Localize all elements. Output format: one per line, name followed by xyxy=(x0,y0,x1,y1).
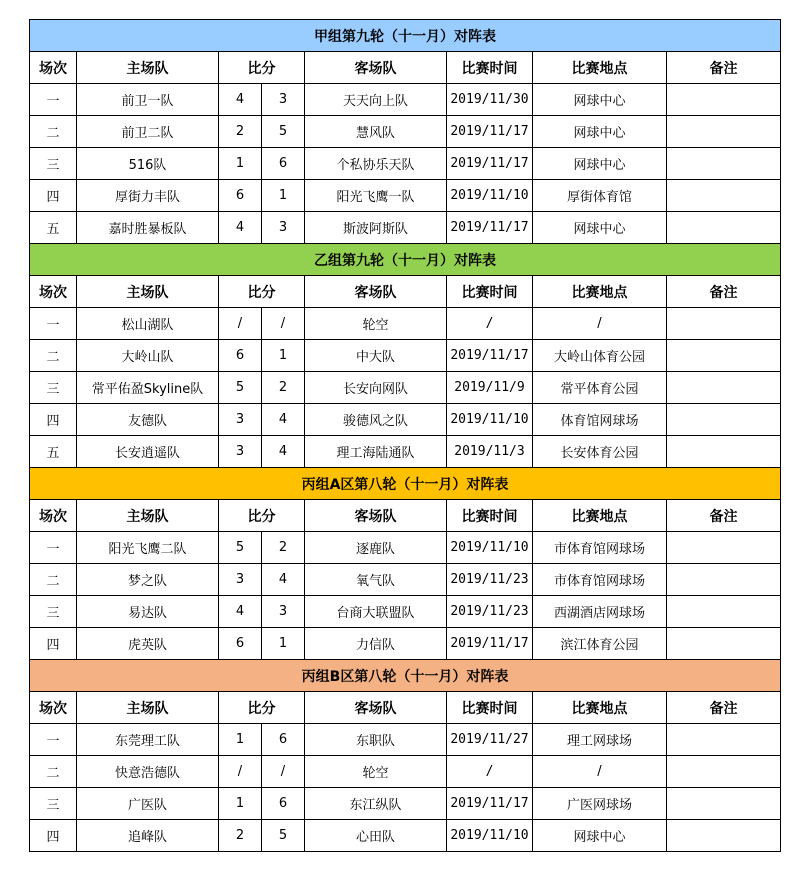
table-row xyxy=(30,756,781,788)
away-score-cell: 4 xyxy=(262,404,305,436)
header-venue: 比赛地点 xyxy=(533,500,667,532)
column-header-row xyxy=(30,692,781,724)
table-row xyxy=(30,116,781,148)
header-round: 场次 xyxy=(30,692,77,724)
table-row xyxy=(30,340,781,372)
away-team-cell: 理工海陆通队 xyxy=(305,436,447,468)
home-score-cell: 4 xyxy=(219,596,262,628)
venue-cell: 网球中心 xyxy=(533,116,667,148)
header-score: 比分 xyxy=(219,500,305,532)
venue-cell: 网球中心 xyxy=(533,148,667,180)
match-date-cell: 2019/11/10 xyxy=(447,532,533,564)
table-row xyxy=(30,148,781,180)
away-score-cell: 2 xyxy=(262,372,305,404)
away-score-cell: 6 xyxy=(262,788,305,820)
away-score-cell: 6 xyxy=(262,724,305,756)
home-team-cell: 虎英队 xyxy=(77,628,219,660)
home-team-cell: 长安逍遥队 xyxy=(77,436,219,468)
header-away-team: 客场队 xyxy=(305,52,447,84)
remarks-cell xyxy=(667,340,781,372)
column-header-row xyxy=(30,500,781,532)
schedule-table xyxy=(29,19,781,852)
match-date-cell: 2019/11/17 xyxy=(447,340,533,372)
remarks-cell xyxy=(667,820,781,852)
home-score-cell: 1 xyxy=(219,148,262,180)
remarks-cell xyxy=(667,724,781,756)
match-date-cell: 2019/11/10 xyxy=(447,180,533,212)
away-score-cell: / xyxy=(262,756,305,788)
round-cell: 三 xyxy=(30,788,77,820)
home-team-cell: 516队 xyxy=(77,148,219,180)
table-row xyxy=(30,308,781,340)
remarks-cell xyxy=(667,404,781,436)
home-team-cell: 易达队 xyxy=(77,596,219,628)
away-score-cell: / xyxy=(262,308,305,340)
match-date-cell: 2019/11/9 xyxy=(447,372,533,404)
away-team-cell: 中大队 xyxy=(305,340,447,372)
table-row xyxy=(30,436,781,468)
remarks-cell xyxy=(667,372,781,404)
home-team-cell: 常平佑盈Skyline队 xyxy=(77,372,219,404)
table-row xyxy=(30,628,781,660)
round-cell: 二 xyxy=(30,340,77,372)
venue-cell: 体育馆网球场 xyxy=(533,404,667,436)
header-remarks: 备注 xyxy=(667,52,781,84)
away-team-cell: 氧气队 xyxy=(305,564,447,596)
away-team-cell: 个私协乐天队 xyxy=(305,148,447,180)
venue-cell: 厚街体育馆 xyxy=(533,180,667,212)
match-date-cell: 2019/11/17 xyxy=(447,628,533,660)
round-cell: 四 xyxy=(30,628,77,660)
table-row xyxy=(30,404,781,436)
home-team-cell: 阳光飞鹰二队 xyxy=(77,532,219,564)
away-team-cell: 长安向网队 xyxy=(305,372,447,404)
table-row xyxy=(30,596,781,628)
away-team-cell: 东职队 xyxy=(305,724,447,756)
venue-cell: / xyxy=(533,756,667,788)
round-cell: 五 xyxy=(30,436,77,468)
away-team-cell: 骏德风之队 xyxy=(305,404,447,436)
away-team-cell: 轮空 xyxy=(305,756,447,788)
away-team-cell: 东江纵队 xyxy=(305,788,447,820)
away-team-cell: 心田队 xyxy=(305,820,447,852)
match-date-cell: 2019/11/3 xyxy=(447,436,533,468)
header-away-team: 客场队 xyxy=(305,692,447,724)
header-away-team: 客场队 xyxy=(305,500,447,532)
round-cell: 三 xyxy=(30,148,77,180)
away-team-cell: 力信队 xyxy=(305,628,447,660)
venue-cell: 网球中心 xyxy=(533,84,667,116)
match-date-cell: 2019/11/30 xyxy=(447,84,533,116)
home-score-cell: 6 xyxy=(219,180,262,212)
home-score-cell: 4 xyxy=(219,84,262,116)
home-team-cell: 友德队 xyxy=(77,404,219,436)
header-venue: 比赛地点 xyxy=(533,692,667,724)
remarks-cell xyxy=(667,180,781,212)
round-cell: 三 xyxy=(30,372,77,404)
round-cell: 二 xyxy=(30,756,77,788)
header-remarks: 备注 xyxy=(667,500,781,532)
round-cell: 四 xyxy=(30,820,77,852)
section-title-row xyxy=(30,20,781,52)
home-score-cell: 1 xyxy=(219,788,262,820)
venue-cell: 广医网球场 xyxy=(533,788,667,820)
header-round: 场次 xyxy=(30,52,77,84)
header-score: 比分 xyxy=(219,692,305,724)
table-row xyxy=(30,564,781,596)
venue-cell: 西湖酒店网球场 xyxy=(533,596,667,628)
home-score-cell: 2 xyxy=(219,116,262,148)
match-date-cell: 2019/11/23 xyxy=(447,564,533,596)
section-title-row xyxy=(30,660,781,692)
home-team-cell: 厚街力丰队 xyxy=(77,180,219,212)
home-score-cell: 6 xyxy=(219,628,262,660)
home-team-cell: 东莞理工队 xyxy=(77,724,219,756)
remarks-cell xyxy=(667,212,781,244)
round-cell: 一 xyxy=(30,84,77,116)
home-score-cell: / xyxy=(219,308,262,340)
match-date-cell: / xyxy=(447,756,533,788)
home-team-cell: 前卫一队 xyxy=(77,84,219,116)
away-team-cell: 轮空 xyxy=(305,308,447,340)
home-team-cell: 前卫二队 xyxy=(77,116,219,148)
round-cell: 一 xyxy=(30,532,77,564)
match-date-cell: 2019/11/17 xyxy=(447,788,533,820)
remarks-cell xyxy=(667,436,781,468)
table-row xyxy=(30,372,781,404)
round-cell: 四 xyxy=(30,404,77,436)
remarks-cell xyxy=(667,116,781,148)
column-header-row xyxy=(30,52,781,84)
remarks-cell xyxy=(667,628,781,660)
remarks-cell xyxy=(667,756,781,788)
away-score-cell: 5 xyxy=(262,820,305,852)
venue-cell: 常平体育公园 xyxy=(533,372,667,404)
header-remarks: 备注 xyxy=(667,692,781,724)
header-score: 比分 xyxy=(219,276,305,308)
home-team-cell: 大岭山队 xyxy=(77,340,219,372)
column-header-row xyxy=(30,276,781,308)
away-team-cell: 斯波阿斯队 xyxy=(305,212,447,244)
venue-cell: 市体育馆网球场 xyxy=(533,564,667,596)
home-team-cell: 快意浩德队 xyxy=(77,756,219,788)
match-date-cell: 2019/11/23 xyxy=(447,596,533,628)
home-score-cell: 3 xyxy=(219,404,262,436)
header-match-time: 比赛时间 xyxy=(447,52,533,84)
section-title: 丙组A区第八轮（十一月）对阵表 xyxy=(30,468,781,500)
home-score-cell: 5 xyxy=(219,532,262,564)
home-score-cell: 6 xyxy=(219,340,262,372)
home-team-cell: 梦之队 xyxy=(77,564,219,596)
away-score-cell: 3 xyxy=(262,596,305,628)
round-cell: 四 xyxy=(30,180,77,212)
header-venue: 比赛地点 xyxy=(533,52,667,84)
header-home-team: 主场队 xyxy=(77,52,219,84)
remarks-cell xyxy=(667,596,781,628)
header-home-team: 主场队 xyxy=(77,692,219,724)
remarks-cell xyxy=(667,84,781,116)
venue-cell: 网球中心 xyxy=(533,820,667,852)
venue-cell: / xyxy=(533,308,667,340)
section-title: 丙组B区第八轮（十一月）对阵表 xyxy=(30,660,781,692)
home-score-cell: 3 xyxy=(219,564,262,596)
remarks-cell xyxy=(667,564,781,596)
section-title-row xyxy=(30,468,781,500)
away-score-cell: 2 xyxy=(262,532,305,564)
remarks-cell xyxy=(667,532,781,564)
home-team-cell: 松山湖队 xyxy=(77,308,219,340)
header-match-time: 比赛时间 xyxy=(447,500,533,532)
home-score-cell: / xyxy=(219,756,262,788)
match-date-cell: 2019/11/17 xyxy=(447,116,533,148)
away-team-cell: 慧风队 xyxy=(305,116,447,148)
remarks-cell xyxy=(667,148,781,180)
round-cell: 一 xyxy=(30,308,77,340)
header-home-team: 主场队 xyxy=(77,500,219,532)
table-row xyxy=(30,788,781,820)
venue-cell: 滨江体育公园 xyxy=(533,628,667,660)
header-venue: 比赛地点 xyxy=(533,276,667,308)
table-row xyxy=(30,212,781,244)
round-cell: 二 xyxy=(30,116,77,148)
home-score-cell: 3 xyxy=(219,436,262,468)
match-date-cell: 2019/11/27 xyxy=(447,724,533,756)
venue-cell: 大岭山体育公园 xyxy=(533,340,667,372)
venue-cell: 理工网球场 xyxy=(533,724,667,756)
away-score-cell: 1 xyxy=(262,628,305,660)
away-score-cell: 6 xyxy=(262,148,305,180)
header-round: 场次 xyxy=(30,276,77,308)
away-score-cell: 3 xyxy=(262,84,305,116)
table-row xyxy=(30,532,781,564)
away-team-cell: 台商大联盟队 xyxy=(305,596,447,628)
section-title-row xyxy=(30,244,781,276)
venue-cell: 长安体育公园 xyxy=(533,436,667,468)
away-team-cell: 逐鹿队 xyxy=(305,532,447,564)
header-match-time: 比赛时间 xyxy=(447,692,533,724)
match-date-cell: 2019/11/17 xyxy=(447,212,533,244)
header-match-time: 比赛时间 xyxy=(447,276,533,308)
header-away-team: 客场队 xyxy=(305,276,447,308)
home-team-cell: 广医队 xyxy=(77,788,219,820)
table-row xyxy=(30,180,781,212)
table-row xyxy=(30,84,781,116)
section-title: 甲组第九轮（十一月）对阵表 xyxy=(30,20,781,52)
header-round: 场次 xyxy=(30,500,77,532)
venue-cell: 网球中心 xyxy=(533,212,667,244)
round-cell: 二 xyxy=(30,564,77,596)
venue-cell: 市体育馆网球场 xyxy=(533,532,667,564)
table-row xyxy=(30,724,781,756)
round-cell: 三 xyxy=(30,596,77,628)
section-title: 乙组第九轮（十一月）对阵表 xyxy=(30,244,781,276)
match-date-cell: / xyxy=(447,308,533,340)
match-date-cell: 2019/11/10 xyxy=(447,404,533,436)
home-score-cell: 5 xyxy=(219,372,262,404)
match-date-cell: 2019/11/10 xyxy=(447,820,533,852)
home-score-cell: 4 xyxy=(219,212,262,244)
away-team-cell: 阳光飞鹰一队 xyxy=(305,180,447,212)
remarks-cell xyxy=(667,308,781,340)
home-score-cell: 1 xyxy=(219,724,262,756)
away-team-cell: 天天向上队 xyxy=(305,84,447,116)
round-cell: 五 xyxy=(30,212,77,244)
away-score-cell: 1 xyxy=(262,340,305,372)
table-row xyxy=(30,820,781,852)
round-cell: 一 xyxy=(30,724,77,756)
home-score-cell: 2 xyxy=(219,820,262,852)
home-team-cell: 嘉时胜暴板队 xyxy=(77,212,219,244)
remarks-cell xyxy=(667,788,781,820)
header-home-team: 主场队 xyxy=(77,276,219,308)
header-score: 比分 xyxy=(219,52,305,84)
header-remarks: 备注 xyxy=(667,276,781,308)
match-date-cell: 2019/11/17 xyxy=(447,148,533,180)
away-score-cell: 4 xyxy=(262,564,305,596)
away-score-cell: 4 xyxy=(262,436,305,468)
away-score-cell: 5 xyxy=(262,116,305,148)
home-team-cell: 追峰队 xyxy=(77,820,219,852)
away-score-cell: 1 xyxy=(262,180,305,212)
away-score-cell: 3 xyxy=(262,212,305,244)
